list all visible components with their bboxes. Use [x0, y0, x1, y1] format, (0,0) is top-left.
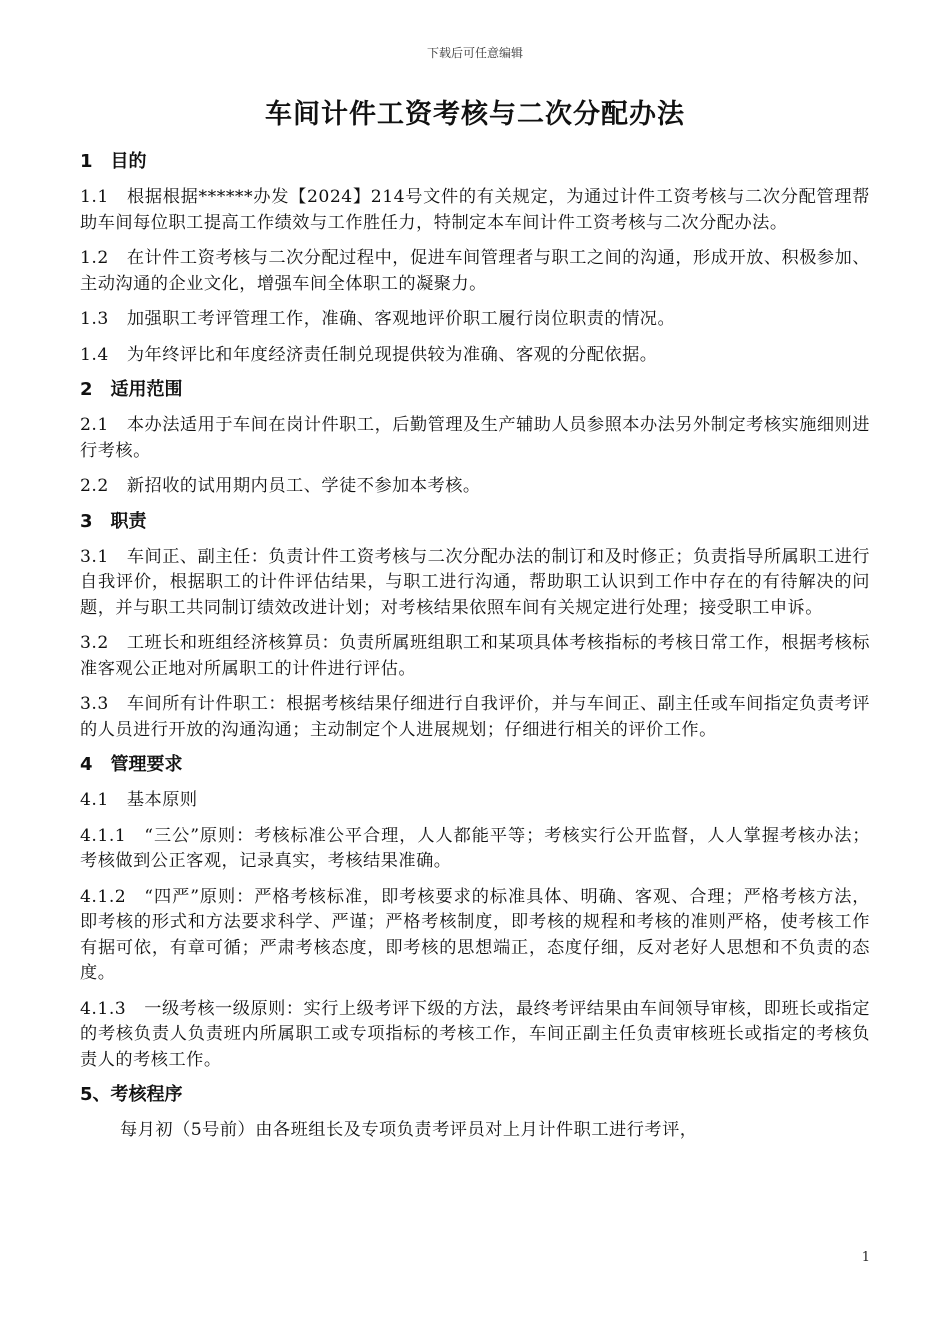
- paragraph-text: 车间正、副主任：负责计件工资考核与二次分配办法的制订和及时修正；负责指导所属职工进行自我评价，根据职工的计件评估结果，与职工进行沟通，帮助职工认识到工作中存在的有待解决的问题，并与职工共同制订绩效改进计划；对考核结果依照车间有关规定进行处理；接受职工申诉。: [80, 546, 870, 618]
- paragraph-text: 基本原则: [126, 790, 198, 810]
- paragraph-number: 1.3: [80, 309, 109, 329]
- section-heading: 4 管理要求: [80, 754, 183, 775]
- paragraph-number: 4.1.3: [80, 998, 127, 1019]
- paragraph: [80, 1118, 870, 1144]
- paragraph: [80, 413, 870, 464]
- section-heading: 5、考核程序: [80, 1084, 183, 1105]
- paragraph-text: 根据根据******办发【2024】214号文件的有关规定，为通过计件工资考核与二次分配管理帮助车间每位职工提高工作绩效与工作胜任力，特制定本车间计件工资考核与二次分配办法。: [80, 187, 870, 233]
- paragraph-text: “四严”原则：严格考核标准，即考核要求的标准具体、明确、客观、合理；严格考核方法，即考核的形式和方法要求科学、严谨；严格考核制度，即考核的规程和考核的准则严格，使考核工作有据可依，有章可循；严肃考核态度，即考核的思想端正，态度仔细，反对老好人思想和不负责的态度。: [80, 886, 870, 983]
- paragraph: [80, 824, 870, 875]
- paragraph-number: 3.1: [80, 546, 109, 567]
- paragraph-text: 为年终评比和年度经济责任制兑现提供较为准确、客观的分配依据。: [126, 344, 658, 365]
- paragraph-text: “三公”原则：考核标准公平合理，人人都能平等；考核实行公开监督，人人掌握考核办法；考核做到公正客观，记录真实，考核结果准确。: [80, 825, 870, 871]
- paragraph: [80, 997, 870, 1074]
- paragraph-number: 3.2: [80, 633, 109, 653]
- paragraph-number: 1.2: [80, 248, 109, 268]
- paragraph: [80, 631, 870, 682]
- paragraph-number: 1.4: [80, 344, 109, 365]
- header-note: 下载后可任意编辑: [426, 46, 523, 60]
- paragraph-number: 3.3: [80, 694, 109, 714]
- paragraph-text: 每月初（5号前）由各班组长及专项负责考评员对上月计件职工进行考评，: [120, 1120, 698, 1140]
- paragraph-text: 工班长和班组经济核算员：负责所属班组职工和某项具体考核指标的考核日常工作，根据考核标准客观公正地对所属职工的计件进行评估。: [80, 633, 870, 679]
- paragraph-number: 4.1.1: [80, 825, 127, 846]
- paragraph-number: 4.1.2: [80, 886, 127, 907]
- document-title: 车间计件工资考核与二次分配办法: [265, 99, 685, 130]
- paragraph: [80, 788, 870, 814]
- section-heading: 2 适用范围: [80, 379, 183, 400]
- paragraph-number: 4.1: [80, 790, 109, 810]
- paragraph-number: 2.1: [80, 415, 109, 435]
- paragraph-text: 在计件工资考核与二次分配过程中，促进车间管理者与职工之间的沟通，形成开放、积极参加、主动沟通的企业文化，增强车间全体职工的凝聚力。: [80, 248, 870, 294]
- paragraph: [80, 692, 870, 743]
- section-heading: 3 职责: [80, 510, 147, 532]
- paragraph: [80, 246, 870, 297]
- page-number: 1: [861, 1250, 870, 1265]
- paragraph-text: 本办法适用于车间在岗计件职工，后勤管理及生产辅助人员参照本办法另外制定考核实施细则进行考核。: [80, 415, 870, 461]
- document-body: [80, 150, 870, 1154]
- paragraph: [80, 185, 870, 236]
- paragraph-number: 1.1: [80, 187, 109, 207]
- paragraph: [80, 474, 870, 500]
- section-heading: 1 目的: [80, 151, 147, 172]
- paragraph-text: 车间所有计件职工：根据考核结果仔细进行自我评价，并与车间正、副主任或车间指定负责考评的人员进行开放的沟通沟通；主动制定个人进展规划；仔细进行相关的评价工作。: [80, 694, 870, 740]
- paragraph: [80, 307, 870, 333]
- paragraph: [80, 885, 870, 987]
- paragraph-text: 加强职工考评管理工作，准确、客观地评价职工履行岗位职责的情况。: [126, 309, 676, 329]
- paragraph: [80, 545, 870, 622]
- paragraph: [80, 343, 870, 369]
- paragraph-text: 新招收的试用期内员工、学徒不参加本考核。: [126, 476, 481, 496]
- paragraph-number: 2.2: [80, 476, 109, 496]
- paragraph-text: 一级考核一级原则：实行上级考评下级的方法，最终考评结果由车间领导审核，即班长或指定的考核负责人负责班内所属职工或专项指标的考核工作，车间正副主任负责审核班长或指定的考核负责人的考核工作。: [80, 998, 870, 1070]
